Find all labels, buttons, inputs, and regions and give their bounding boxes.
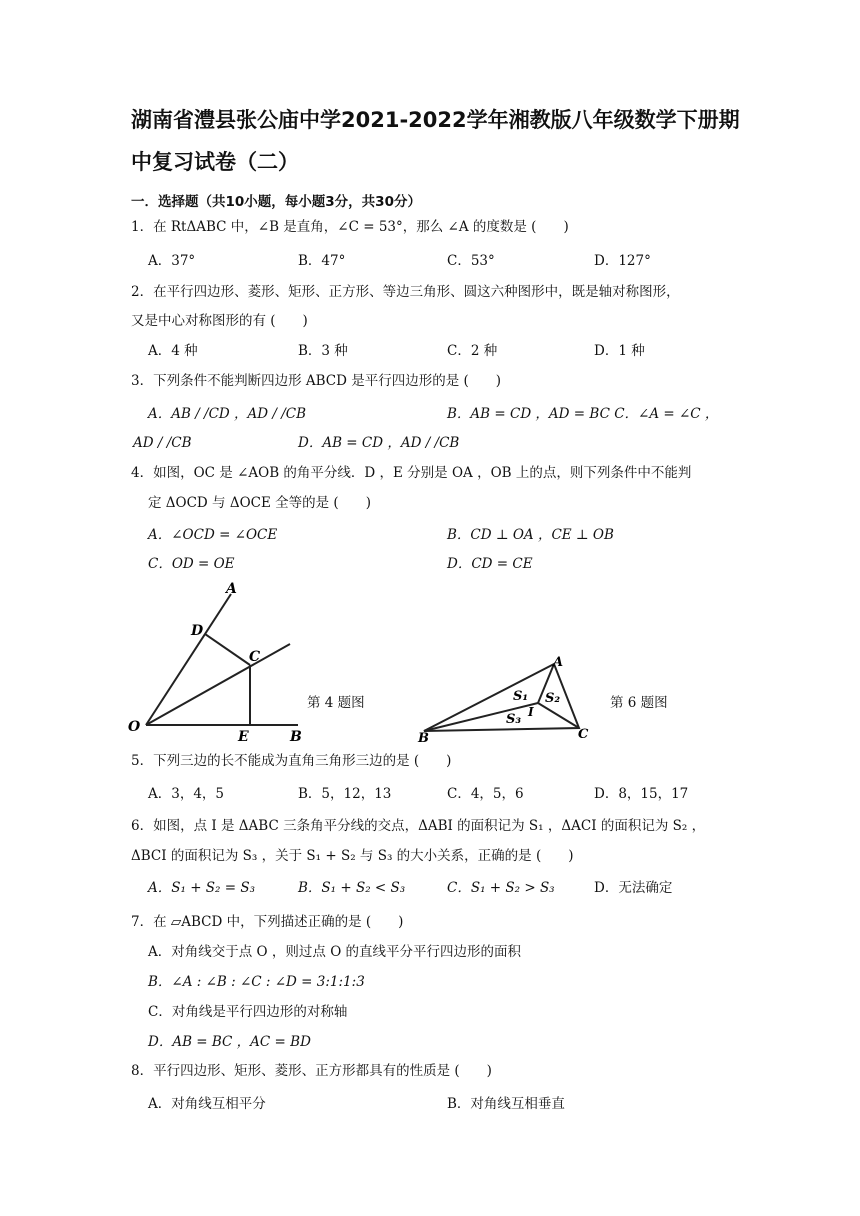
q7-option-c: C．对角线是平行四边形的对称轴 [148, 1004, 348, 1020]
q2-stem-line1: 2．在平行四边形、菱形、矩形、正方形、等边三角形、圆这六种图形中，既是轴对称图形， [131, 284, 680, 300]
q4-stem-line2: 定 ΔOCD 与 ΔOCE 全等的是 ( ) [148, 495, 371, 511]
q2-option-d: D．1 种 [594, 343, 645, 359]
q4-option-a: A．∠OCD = ∠OCE [148, 527, 278, 543]
q2-option-c: C．2 种 [447, 343, 498, 359]
q1-option-a: A．37° [148, 253, 196, 269]
q4-option-b: B．CD ⊥ OA ，CE ⊥ OB [447, 527, 614, 543]
figure-q6 [412, 650, 602, 745]
q2-option-a: A．4 种 [148, 343, 198, 359]
q3-option-d: D．AB = CD ，AD / /CB [298, 435, 460, 451]
q6-stem-line2: ΔBCI 的面积记为 S₃ ，关于 S₁ + S₂ 与 S₃ 的大小关系，正确的是 ( ) [131, 848, 574, 864]
label-C: C [578, 727, 589, 742]
q1-option-d: D．127° [594, 253, 651, 269]
label-I: I [528, 705, 534, 719]
label-A: A [553, 655, 564, 670]
label-S3: S₃ [506, 712, 522, 727]
q5-stem: 5．下列三边的长不能成为直角三角形三边的是 ( ) [131, 753, 452, 769]
label-C: C [249, 649, 261, 665]
q7-option-a: A．对角线交于点 O ，则过点 O 的直线平分平行四边形的面积 [148, 944, 522, 960]
ray-oc [146, 644, 290, 725]
label-B: B [290, 729, 302, 745]
q6-option-c: C．S₁ + S₂ > S₃ [447, 880, 555, 896]
ray-oa [146, 594, 231, 725]
label-D: D [191, 623, 204, 639]
q8-option-a: A．对角线互相平分 [148, 1096, 266, 1112]
segment-ci [538, 703, 579, 728]
q6-stem-line1: 6．如图，点 I 是 ΔABC 三条角平分线的交点，ΔABI 的面积记为 S₁ ，ΔACI 的面积记为 S₂ ， [131, 818, 706, 834]
page-title-line1: 湖南省澧县张公庙中学2021-2022学年湘教版八年级数学下册期 [131, 108, 740, 132]
segment-dc [205, 634, 250, 665]
figure-q4 [120, 580, 320, 745]
figure-q4-caption: 第 4 题图 [307, 695, 365, 711]
figure-q6-caption: 第 6 题图 [610, 695, 668, 711]
q3-option-b-c: B．AB = CD ，AD = BC C．∠A = ∠C ， [447, 406, 719, 422]
q3-option-a: A．AB / /CD ，AD / /CB [148, 406, 307, 422]
q2-stem-line2: 又是中心对称图形的有 ( ) [131, 313, 308, 329]
q4-option-d: D．CD = CE [447, 556, 533, 572]
label-S1: S₁ [513, 689, 529, 704]
q1-option-b: B．47° [298, 253, 346, 269]
q6-option-d: D．无法确定 [594, 880, 673, 896]
q6-option-b: B．S₁ + S₂ < S₃ [298, 880, 406, 896]
q3-option-c-cont: AD / /CB [133, 435, 192, 451]
q1-stem: 1．在 RtΔABC 中，∠B 是直角，∠C = 53°，那么 ∠A 的度数是 ( ) [131, 219, 569, 235]
q5-option-d: D．8，15，17 [594, 786, 689, 802]
label-B: B [418, 731, 429, 745]
q7-option-b: B．∠A : ∠B : ∠C : ∠D = 3:1:1:3 [148, 974, 365, 990]
label-E: E [238, 729, 249, 745]
q7-stem: 7．在 ▱ABCD 中，下列描述正确的是 ( ) [131, 914, 404, 930]
q5-option-b: B．5，12，13 [298, 786, 392, 802]
q7-option-d: D．AB = BC ，AC = BD [148, 1034, 311, 1050]
label-A: A [226, 581, 237, 597]
q8-stem: 8．平行四边形、矩形、菱形、正方形都具有的性质是 ( ) [131, 1063, 492, 1079]
q1-option-c: C．53° [447, 253, 495, 269]
q5-option-a: A．3，4，5 [148, 786, 225, 802]
q6-option-a: A．S₁ + S₂ = S₃ [148, 880, 256, 896]
q3-stem: 3．下列条件不能判断四边形 ABCD 是平行四边形的是 ( ) [131, 373, 502, 389]
q4-option-c: C．OD = OE [148, 556, 235, 572]
q8-option-b: B．对角线互相垂直 [447, 1096, 565, 1112]
label-S2: S₂ [545, 691, 561, 706]
page-title-line2: 中复习试卷（二） [131, 150, 299, 174]
q2-option-b: B．3 种 [298, 343, 348, 359]
section-heading: 一．选择题（共10小题，每小题3分，共30分） [131, 194, 421, 210]
q4-stem-line1: 4．如图，OC 是 ∠AOB 的角平分线．D ，E 分别是 OA ，OB 上的点，则下列条件中不能判 [131, 465, 692, 481]
label-O: O [128, 719, 141, 735]
q5-option-c: C．4，5，6 [447, 786, 524, 802]
